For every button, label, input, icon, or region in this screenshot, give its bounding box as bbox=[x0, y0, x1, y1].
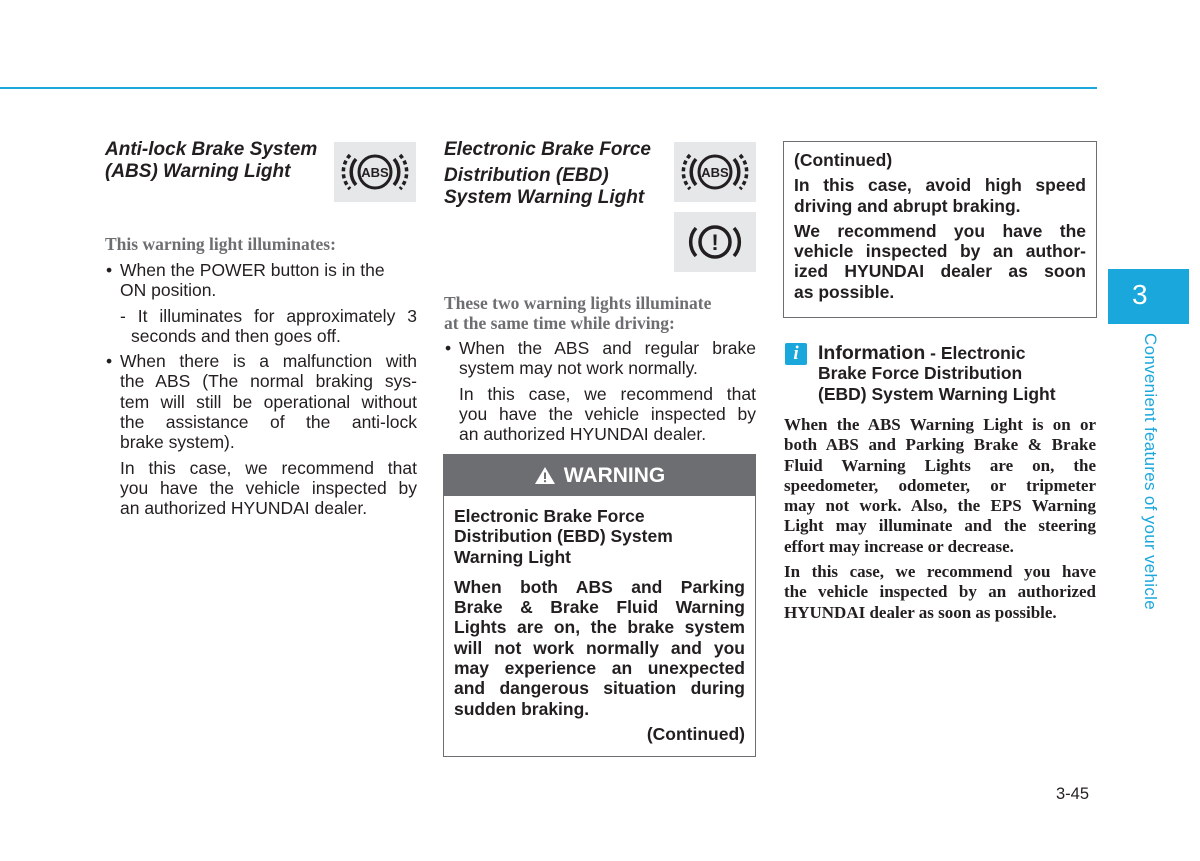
abs-warning-icon bbox=[674, 142, 756, 202]
text-line: Warning Light bbox=[454, 546, 571, 567]
text-line: both ABS and Parking Brake & Brake bbox=[784, 435, 1096, 455]
text-line: Brake & Brake Fluid Warning bbox=[454, 597, 745, 618]
text-line: - Electronic bbox=[930, 343, 1026, 363]
text-line: may not work. Also, the EPS Warning bbox=[784, 496, 1096, 516]
text-line: In this case, we recommend that bbox=[459, 383, 756, 404]
text-line: Light may illuminate and the steering bbox=[784, 516, 1096, 536]
continued-label: (Continued) bbox=[646, 723, 745, 744]
text-line: In this case, avoid high speed bbox=[794, 175, 1086, 196]
continued-label: (Continued) bbox=[794, 150, 893, 170]
text-line: tem will still be operational without bbox=[120, 391, 417, 412]
text-line: an authorized HYUNDAI dealer. bbox=[459, 424, 707, 445]
text-line: In this case, we recommend that bbox=[120, 457, 417, 478]
warning-box bbox=[443, 454, 756, 757]
text-line: HYUNDAI dealer as soon as possible. bbox=[784, 602, 1057, 622]
information-title bbox=[818, 343, 1097, 404]
abs-icon-text: ABS bbox=[701, 165, 729, 180]
text-line: you have the vehicle inspected by bbox=[120, 477, 417, 498]
paragraph bbox=[120, 458, 417, 519]
text-line: vehicle inspected by an author- bbox=[794, 241, 1086, 262]
chapter-title: Convenient features of your vehicle bbox=[1141, 333, 1160, 610]
info-paragraph bbox=[784, 562, 1096, 623]
text-line: When the ABS Warning Light is on or bbox=[784, 415, 1096, 434]
list-item bbox=[105, 260, 417, 346]
text-line: effort may increase or decrease. bbox=[784, 536, 1014, 556]
information-heading bbox=[785, 343, 1097, 404]
text-line: Electronic Brake Force bbox=[454, 506, 645, 526]
intro-text: This warning light illuminates: bbox=[105, 234, 336, 254]
abs-icon-text: ABS bbox=[361, 165, 389, 180]
brake-warning-icon bbox=[674, 212, 756, 272]
box-paragraph bbox=[794, 175, 1086, 216]
text-line: sudden braking. bbox=[454, 698, 590, 719]
heading-line: Anti-lock Brake System bbox=[105, 139, 318, 160]
info-paragraph bbox=[784, 415, 1096, 557]
heading-line: Electronic Brake Force bbox=[444, 139, 651, 160]
heading-line: Distribution (EBD) bbox=[444, 165, 609, 186]
text-line: In this case, we recommend you have bbox=[784, 562, 1096, 582]
warning-header bbox=[444, 455, 755, 496]
intro-line: These two warning lights illuminate bbox=[444, 293, 712, 313]
text-line: speedometer, odometer, or tripmeter bbox=[784, 475, 1096, 495]
abs-section-body bbox=[105, 234, 417, 519]
information-body bbox=[784, 415, 1096, 623]
heading-line: (ABS) Warning Light bbox=[105, 161, 291, 182]
bullet-list bbox=[105, 260, 417, 519]
text-line: (EBD) System Warning Light bbox=[818, 383, 1056, 404]
header-rule bbox=[0, 87, 1097, 89]
info-icon: i bbox=[785, 343, 807, 365]
warning-paragraph bbox=[454, 577, 745, 719]
brake-icon-text: ! bbox=[711, 230, 719, 255]
text-line: ized HYUNDAI dealer as soon bbox=[794, 261, 1086, 282]
text-line: When both ABS and Parking bbox=[454, 576, 745, 597]
ebd-section-body bbox=[444, 293, 756, 444]
warning-title: WARNING bbox=[563, 463, 666, 487]
text-line: • When the POWER button is in the bbox=[120, 260, 385, 280]
abs-warning-icon bbox=[334, 142, 416, 202]
list-item bbox=[444, 338, 756, 444]
box-paragraph bbox=[794, 221, 1086, 302]
text-line: Fluid Warning Lights are on, the bbox=[784, 455, 1096, 475]
text-line: - It illuminates for approximately 3 bbox=[120, 305, 417, 326]
text-line: Brake Force Distribution bbox=[818, 363, 1023, 384]
text-line: the ABS (The normal braking sys- bbox=[120, 371, 417, 392]
chapter-tab bbox=[1108, 269, 1189, 324]
warning-body bbox=[444, 496, 755, 744]
text-line: an authorized HYUNDAI dealer. bbox=[120, 498, 368, 519]
text-line: • When the ABS and regular brake bbox=[459, 338, 756, 358]
text-line: Lights are on, the brake system bbox=[454, 617, 745, 638]
text-line: Distribution (EBD) System bbox=[454, 526, 673, 547]
abs-section-heading bbox=[105, 139, 335, 183]
heading-line: System Warning Light bbox=[444, 187, 645, 208]
text-line: and dangerous situation during bbox=[454, 678, 745, 699]
text-line: ON position. bbox=[120, 280, 217, 301]
text-line: the assistance of the anti-lock bbox=[120, 412, 417, 433]
text-line: as possible. bbox=[794, 281, 895, 302]
chapter-number: 3 bbox=[1132, 279, 1148, 310]
text-line: may experience an unexpected bbox=[454, 658, 745, 679]
text-line: system may not work normally. bbox=[459, 358, 698, 379]
intro-line: at the same time while driving: bbox=[444, 313, 675, 333]
text-line: seconds and then goes off. bbox=[131, 325, 341, 346]
warning-triangle-icon bbox=[534, 466, 556, 485]
text-line: We recommend you have the bbox=[794, 220, 1086, 241]
sub-item bbox=[120, 306, 417, 347]
text-line: • When there is a malfunction with bbox=[120, 351, 417, 372]
continued-warning-box bbox=[783, 141, 1097, 318]
list-item bbox=[105, 351, 417, 518]
text-line: the vehicle inspected by an authorized bbox=[784, 582, 1096, 602]
text-line: you have the vehicle inspected by bbox=[459, 403, 756, 424]
ebd-section-heading bbox=[444, 139, 674, 209]
text-line: driving and abrupt braking. bbox=[794, 195, 1021, 216]
text-line: brake system). bbox=[120, 432, 235, 453]
text-line: will not work normally and you bbox=[454, 637, 745, 658]
bullet-list bbox=[444, 338, 756, 444]
paragraph bbox=[459, 384, 756, 445]
page-number: 3-45 bbox=[1056, 785, 1090, 803]
information-label: Information bbox=[818, 342, 926, 364]
